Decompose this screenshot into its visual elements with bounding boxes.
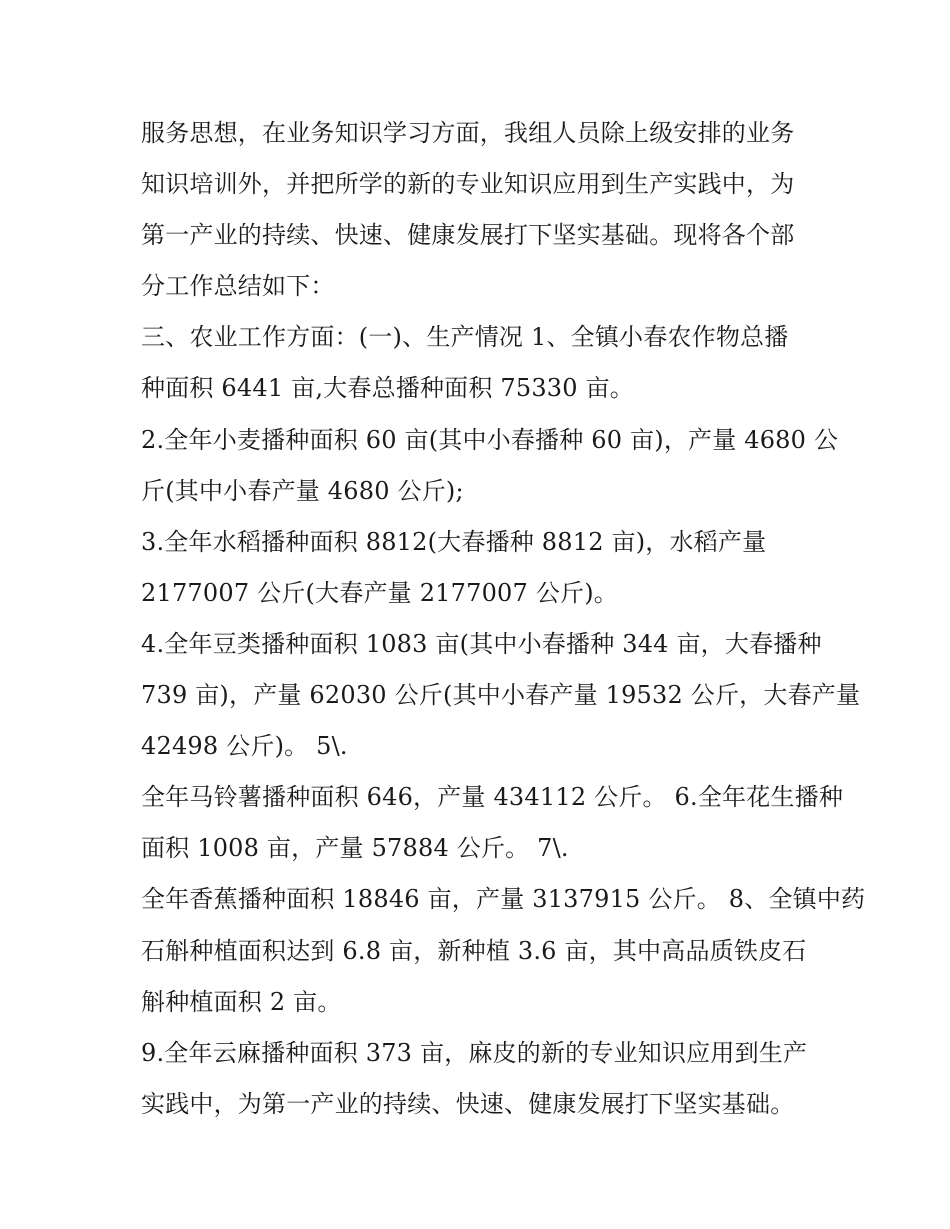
body-text [141,108,866,1130]
text-line: 石斛种植面积达到 6.8 亩，新种植 3.6 亩，其中高品质铁皮石 [141,936,807,965]
text-line: 739 亩)，产量 62030 公斤(其中小春产量 19532 公斤，大春产量 [141,681,861,710]
text-line: 全年马铃薯播种面积 646，产量 434112 公斤。 6.全年花生播种 [141,783,844,812]
text-line: 三、农业工作方面：(一)、生产情况 1、全镇小春农作物总播 [141,323,789,352]
text-line: 42498 公斤)。 5\. [141,732,348,761]
text-line: 面积 1008 亩，产量 57884 公斤。 7\. [141,834,569,863]
text-line: 9.全年云麻播种面积 373 亩，麻皮的新的专业知识应用到生产 [141,1038,808,1067]
text-line: 斤(其中小春产量 4680 公斤); [141,476,464,505]
text-line: 第一产业的持续、快速、健康发展打下坚实基础。现将各个部 [141,221,795,250]
text-line: 斛种植面积 2 亩。 [141,987,342,1016]
text-line: 全年香蕉播种面积 18846 亩，产量 3137915 公斤。 8、全镇中药 [141,885,866,914]
text-line: 分工作总结如下： [141,272,335,301]
text-line: 4.全年豆类播种面积 1083 亩(其中小春播种 344 亩，大春播种 [141,629,822,658]
text-line: 2.全年小麦播种面积 60 亩(其中小春播种 60 亩)，产量 4680 公 [141,425,839,454]
text-line: 知识培训外，并把所学的新的专业知识应用到生产实践中，为 [141,170,795,199]
text-line: 种面积 6441 亩,大春总播种面积 75330 亩。 [141,374,634,403]
text-line: 实践中，为第一产业的持续、快速、健康发展打下坚实基础。 [141,1089,795,1118]
text-line: 服务思想，在业务知识学习方面，我组人员除上级安排的业务 [141,119,795,147]
text-line: 2177007 公斤(大春产量 2177007 公斤)。 [141,578,618,607]
text-line: 3.全年水稻播种面积 8812(大春播种 8812 亩)，水稻产量 [141,527,767,556]
